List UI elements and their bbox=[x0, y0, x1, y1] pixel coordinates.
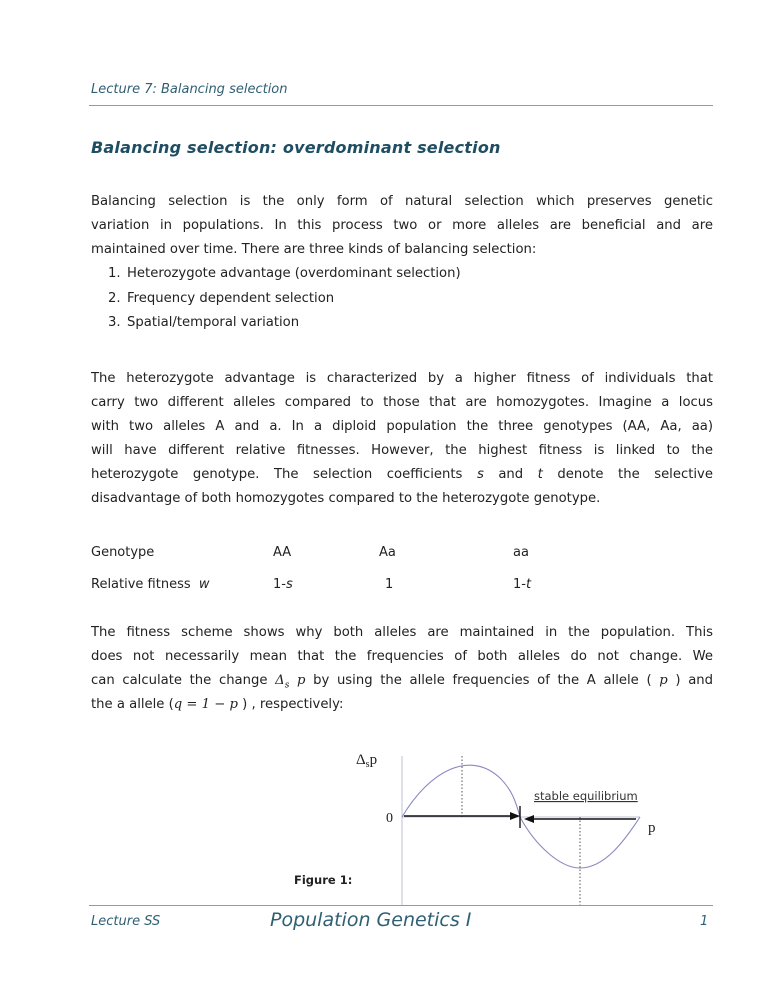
intro-line: maintained over time. There are three kinds of balancing selection: bbox=[91, 242, 537, 257]
paragraph-line: does not necessarily mean that the frequencies of both alleles do not change. We bbox=[91, 649, 713, 664]
equilibrium-annotation: stable equilibrium bbox=[534, 789, 638, 803]
footer-divider bbox=[89, 905, 713, 906]
section-title: Balancing selection: overdominant selection bbox=[91, 138, 501, 157]
table-cell: 1-s bbox=[273, 576, 293, 592]
paragraph-line: heterozygote genotype. The selection coefficients s and t denote the selective bbox=[91, 467, 713, 482]
footer-left: Lecture SS bbox=[91, 914, 161, 929]
list-item: 1. Heterozygote advantage (overdominant selection) bbox=[108, 266, 461, 281]
zero-label: 0 bbox=[386, 811, 393, 826]
x-axis-label: p bbox=[648, 820, 656, 836]
paragraph-line: can calculate the change $\Delta_s$ p by using the allele frequencies of the A allele ( p ) and bbox=[91, 673, 714, 691]
y-axis-label: $\Delta_sp$ bbox=[356, 752, 378, 770]
paragraph-line: carry two different alleles compared to those that are homozygotes. Imagine a locus bbox=[91, 395, 713, 410]
table-cell: Aa bbox=[379, 544, 396, 560]
table-cell: 1 bbox=[385, 576, 394, 592]
footer-title: Population Genetics I bbox=[270, 909, 472, 931]
intro-line: Balancing selection is the only form of natural selection which preserves genetic bbox=[91, 194, 713, 209]
paragraph-line: the a allele (q = 1 − p ) , respectively: bbox=[91, 697, 344, 712]
table-cell: Relative fitness w bbox=[91, 576, 210, 592]
paragraph-line: The fitness scheme shows why both alleles are maintained in the population. This bbox=[91, 625, 713, 640]
table-cell: Genotype bbox=[91, 544, 155, 560]
table-cell: 1-t bbox=[513, 576, 532, 592]
header-title: Lecture 7: Balancing selection bbox=[91, 82, 288, 97]
table-cell: aa bbox=[513, 544, 529, 560]
paragraph-line: will have different relative fitnesses. However, the highest fitness is linked to the bbox=[91, 443, 713, 458]
page-number: 1 bbox=[700, 914, 709, 929]
paragraph-line: with two alleles A and a. In a diploid population the three genotypes (AA, Aa, aa) bbox=[91, 419, 713, 434]
list-item: 3. Spatial/temporal variation bbox=[108, 315, 300, 330]
figure-caption: Figure 1: bbox=[294, 873, 353, 887]
intro-line: variation in populations. In this process two or more alleles are beneficial and are bbox=[91, 218, 713, 233]
list-item: 2. Frequency dependent selection bbox=[108, 290, 335, 306]
paragraph-line: disadvantage of both homozygotes compared to the heterozygote genotype. bbox=[91, 491, 601, 506]
right-arrow-head bbox=[524, 815, 534, 823]
paragraph-line: The heterozygote advantage is characterized by a higher fitness of individuals that bbox=[91, 371, 713, 386]
table-cell: AA bbox=[273, 544, 292, 560]
